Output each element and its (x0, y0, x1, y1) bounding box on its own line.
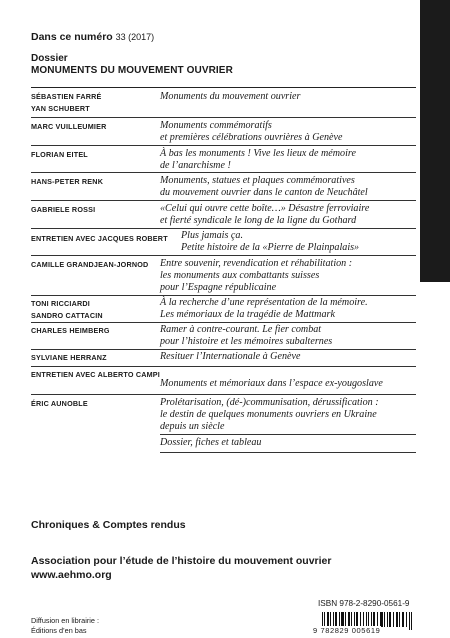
toc-title: «Celui qui ouvre cette boîte…» Désastre ferroviaire et fierté syndicale le long de la ligne du Gothard (160, 203, 370, 226)
toc-divider (31, 366, 416, 367)
toc-author: ENTRETIEN AVEC JACQUES ROBERT (31, 234, 168, 243)
chroniques-heading: Chroniques & Comptes rendus (31, 519, 186, 531)
toc-divider (31, 87, 416, 88)
toc-divider (160, 452, 416, 453)
toc-author: SÉBASTIEN FARRÉ YAN SCHUBERT (31, 92, 102, 113)
toc-author: MARC VUILLEUMIER (31, 122, 107, 131)
website-link[interactable]: www.aehmo.org (31, 569, 112, 581)
toc-author: SYLVIANE HERRANZ (31, 353, 107, 362)
toc-divider (31, 228, 416, 229)
toc-divider (31, 117, 416, 118)
toc-title: Monuments du mouvement ouvrier (160, 91, 301, 102)
toc-title: Entre souvenir, revendication et réhabilitation : les monuments aux combattants suisses pour l’Espagne républicaine (160, 258, 353, 293)
toc-author: FLORIAN EITEL (31, 150, 88, 159)
toc-divider (31, 145, 416, 146)
toc-divider (160, 434, 416, 435)
toc-title: Monuments commémoratifs et premières célébrations ouvrières à Genève (160, 120, 343, 143)
toc-divider (31, 200, 416, 201)
toc-author: ÉRIC AUNOBLE (31, 399, 88, 408)
toc-divider (31, 322, 416, 323)
diffusion-info: Diffusion en librairie : Éditions d’en bas (31, 616, 100, 635)
toc-author: CAMILLE GRANDJEAN-JORNOD (31, 260, 149, 269)
toc-title: Monuments et mémoriaux dans l’espace ex-yougoslave (160, 378, 383, 389)
toc-title: À la recherche d’une représentation de la mémoire. Les mémoriaux de la tragédie de Mattmark (160, 297, 368, 320)
toc-title: Monuments, statues et plaques commémoratives du mouvement ouvrier dans le canton de Neuchâtel (160, 175, 368, 198)
dossier-title: MONUMENTS DU MOUVEMENT OUVRIER (31, 65, 233, 76)
toc-divider (31, 255, 416, 256)
barcode-digits: 9 782829 005619 (313, 626, 381, 635)
issue-header: Dans ce numéro 33 (2017) (31, 31, 155, 43)
toc-author: TONI RICCIARDI SANDRO CATTACIN (31, 299, 103, 320)
isbn-text: ISBN 978-2-8290-0561-9 (318, 599, 410, 608)
toc-divider (31, 295, 416, 296)
toc-divider (31, 349, 416, 350)
toc-title: Ramer à contre-courant. Le fier combat pour l’histoire et les mémoires subalternes (160, 324, 333, 347)
toc-title: Dossier, fiches et tableau (160, 437, 262, 448)
toc-author: GABRIELE ROSSI (31, 205, 96, 214)
toc-title: Plus jamais ça. Petite histoire de la «Pierre de Plainpalais» (181, 230, 360, 253)
toc-title: Prolétarisation, (dé-)communisation, dérussification : le destin de quelques monuments ouvriers en Ukraine depuis un siècle (160, 397, 379, 432)
toc-divider (31, 394, 416, 395)
black-edge-tab (420, 0, 450, 282)
toc-author: HANS-PETER RENK (31, 177, 104, 186)
association-name: Association pour l’étude de l’histoire du mouvement ouvrier (31, 555, 332, 567)
toc-title: À bas les monuments ! Vive les lieux de mémoire de l’anarchisme ! (160, 148, 356, 171)
toc-title: Resituer l’Internationale à Genève (160, 351, 301, 362)
toc-divider (31, 172, 416, 173)
toc-author: CHARLES HEIMBERG (31, 326, 110, 335)
dossier-label: Dossier (31, 53, 68, 64)
toc-author: ENTRETIEN AVEC ALBERTO CAMPI (31, 370, 160, 379)
